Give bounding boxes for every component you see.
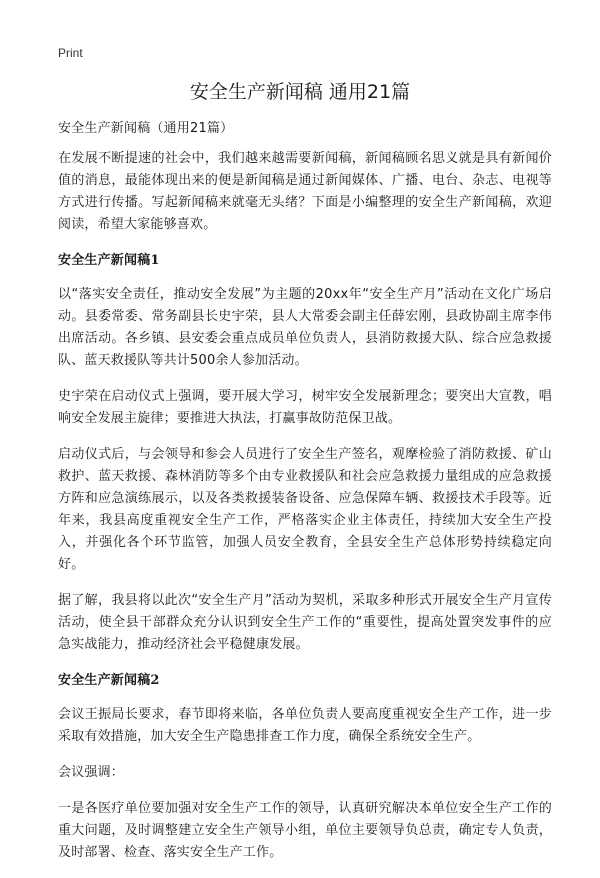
intro-paragraph: 在发展不断提速的社会中，我们越来越需要新闻稿，新闻稿顾名思义就是具有新闻价值的消息，最能体现出来的便是新闻稿是通过新闻媒体、广播、电台、杂志、电视等方式进行传播。写起新闻稿来就毫无头绪？下面是小编整理的安全生产新闻稿，欢迎阅读，希望大家能够喜欢。 [58, 151, 552, 232]
paragraph: 据了解，我县将以此次“安全生产月”活动为契机，采取多种形式开展安全生产月宣传活动，使全县干部群众充分认识到安全生产工作的“重要性，提高处置突发事件的应急实战能力，推动经济社会平稳健康发展。 [58, 593, 552, 652]
paragraph: 史宇荣在启动仪式上强调，要开展大学习，树牢安全发展新理念；要突出大宣教，唱响安全发展主旋律；要推进大执法，打赢事故防范保卫战。 [58, 389, 552, 426]
document-subtitle: 安全生产新闻稿（通用21篇） [58, 121, 234, 136]
print-link[interactable]: Print [58, 46, 83, 60]
paragraph: 启动仪式后，与会领导和参会人员进行了安全生产签名，观摩检验了消防救援、矿山救护、蓝天救援、森林消防等多个由专业救援队和社会应急救援力量组成的应急救援方阵和应急演练展示，以及各类救援装备设备、应急保障车辆、救援技术手段等。近年来，我县高度重视安全生产工作，严格落实企业主体责任，持续加大安全生产投入，并强化各个环节监管，加强人员安全教育，全县安全生产总体形势持续稳定向好。 [58, 447, 552, 572]
paragraph: 以“落实安全责任，推动安全发展”为主题的20xx年“安全生产月”活动在文化广场启动。县委常委、常务副县长史宇荣，县人大常委会副主任薛宏刚，县政协副主席李伟出席活动。各乡镇、县安委会重点成员单位负责人，县消防救援大队、综合应急救援队、蓝天救援队等共计500余人参加活动。 [58, 287, 552, 368]
paragraph: 会议王振局长要求，春节即将来临，各单位负责人要高度重视安全生产工作，进一步采取有效措施，加大安全生产隐患排查工作力度，确保全系统安全生产。 [58, 707, 552, 744]
article-body [58, 118, 552, 878]
paragraph: 一是各医疗单位要加强对安全生产工作的领导，认真研究解决本单位安全生产工作的重大问题，及时调整建立安全生产领导小组，单位主要领导负总责，确定专人负责，及时部署、检查、落实安全生产工作。 [58, 801, 552, 860]
section-heading-2: 安全生产新闻稿2 [58, 673, 160, 688]
paragraph: 会议强调： [58, 765, 125, 780]
page-title: 安全生产新闻稿 通用21篇 [189, 81, 411, 103]
section-heading-1: 安全生产新闻稿1 [58, 253, 160, 268]
